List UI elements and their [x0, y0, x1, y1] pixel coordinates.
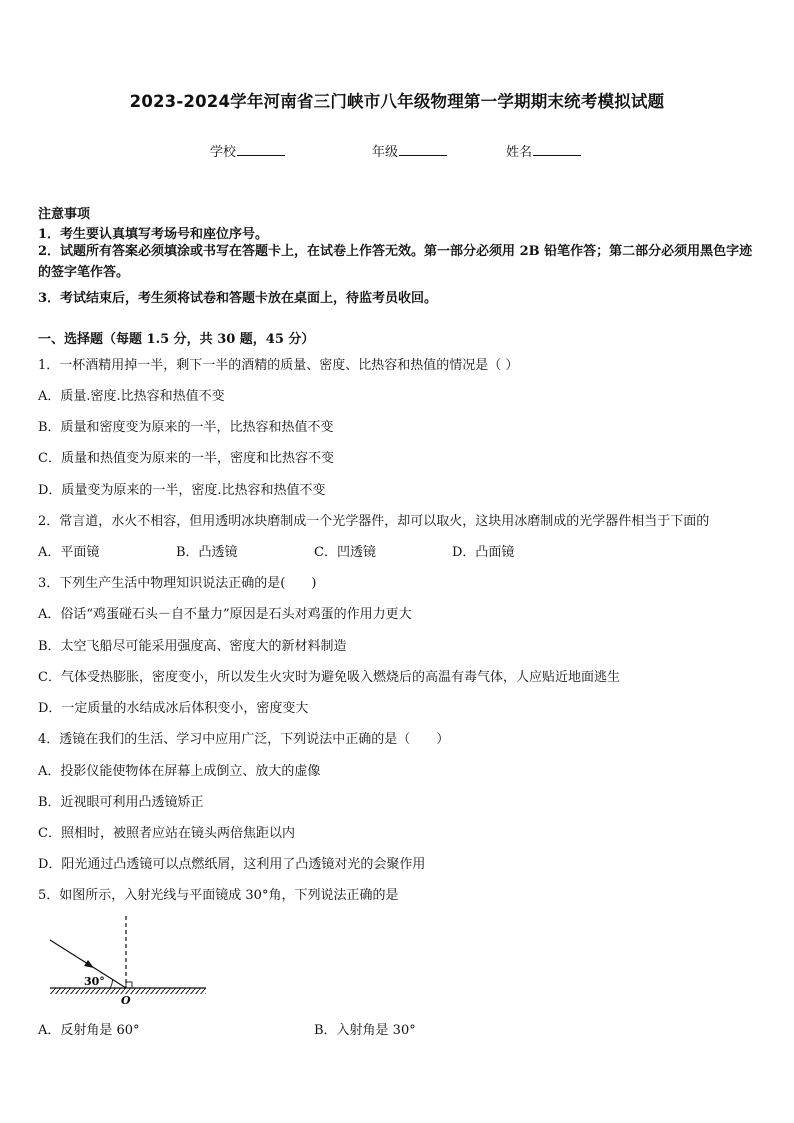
option: C．质量和热值变为原来的一半，密度和比热容不变: [38, 451, 334, 466]
question-stem: 4．透镜在我们的生活、学习中应用广泛，下列说法中正确的是（ ）: [38, 732, 450, 747]
option: C．凹透镜: [314, 545, 376, 560]
option: D．凸面镜: [452, 545, 515, 560]
section-heading: 一、选择题（每题 1.5 分，共 30 题，45 分）: [38, 332, 315, 347]
name-label: 姓名: [506, 145, 533, 160]
name-blank[interactable]: [533, 143, 581, 156]
right-angle-mark: [126, 982, 132, 988]
option: C．照相时，被照者应站在镜头两倍焦距以内: [38, 826, 295, 841]
arrow-head: [84, 960, 94, 968]
school-blank[interactable]: [237, 143, 285, 156]
notice-heading: 注意事项: [38, 207, 91, 222]
option: A．投影仪能使物体在屏幕上成倒立、放大的虚像: [38, 764, 321, 779]
option: B．近视眼可利用凸透镜矫正: [38, 795, 204, 810]
school-label: 学校: [210, 145, 237, 160]
option: B．凸透镜: [176, 545, 238, 560]
option: D．阳光通过凸透镜可以点燃纸屑，这利用了凸透镜对光的会聚作用: [38, 857, 426, 872]
option: D．一定质量的水结成冰后体积变小，密度变大: [38, 701, 309, 716]
notice-item: 3．考试结束后，考生须将试卷和答题卡放在桌面上，待监考员收回。: [38, 291, 438, 306]
school-field: [210, 141, 285, 160]
notice-item: 1．考生要认真填写考场号和座位序号。: [38, 227, 269, 242]
option: D．质量变为原来的一半，密度.比热容和热值不变: [38, 483, 326, 498]
exam-title: 2023-2024学年河南省三门峡市八年级物理第一学期期末统考模拟试题: [129, 92, 665, 111]
question-stem: 2．常言道，水火不相容，但用透明冰块磨制成一个光学器件，却可以取火，这块用冰磨制成的光学器件相当于下面的: [38, 514, 710, 529]
angle-label: 30°: [84, 975, 105, 988]
option: A．平面镜: [38, 545, 100, 560]
option: A．俗话“鸡蛋碰石头－自不量力”原因是石头对鸡蛋的作用力更大: [38, 607, 412, 622]
name-field: [506, 141, 581, 160]
question-stem: 5．如图所示，入射光线与平面镜成 30°角，下列说法正确的是: [38, 888, 399, 903]
angle-arc: [110, 980, 113, 989]
notice-item: 2．试题所有答案必须填涂或书写在答题卡上，在试卷上作答无效。第一部分必须用 2B 铅笔作答；第二部分必须用黑色字迹的签字笔作答。: [38, 244, 753, 280]
question-stem: 3．下列生产生活中物理知识说法正确的是( ): [38, 576, 317, 591]
grade-label: 年级: [372, 145, 399, 160]
option: B．太空飞船尽可能采用强度高、密度大的新材料制造: [38, 639, 347, 654]
option: A．反射角是 60°: [38, 1023, 140, 1038]
option: C．气体受热膨胀，密度变小，所以发生火灾时为避免吸入燃烧后的高温有毒气体，人应贴近地面逃生: [38, 670, 620, 685]
question-stem: 1．一杯酒精用掉一半，剩下一半的酒精的质量、密度、比热容和热值的情况是（ ）: [38, 358, 519, 373]
option: A．质量.密度.比热容和热值不变: [38, 389, 225, 404]
grade-field: [372, 141, 447, 160]
mirror-figure: [44, 912, 214, 1006]
grade-blank[interactable]: [399, 143, 447, 156]
point-label: O: [121, 994, 131, 1006]
option: B．入射角是 30°: [314, 1023, 416, 1038]
option: B．质量和密度变为原来的一半，比热容和热值不变: [38, 420, 334, 435]
